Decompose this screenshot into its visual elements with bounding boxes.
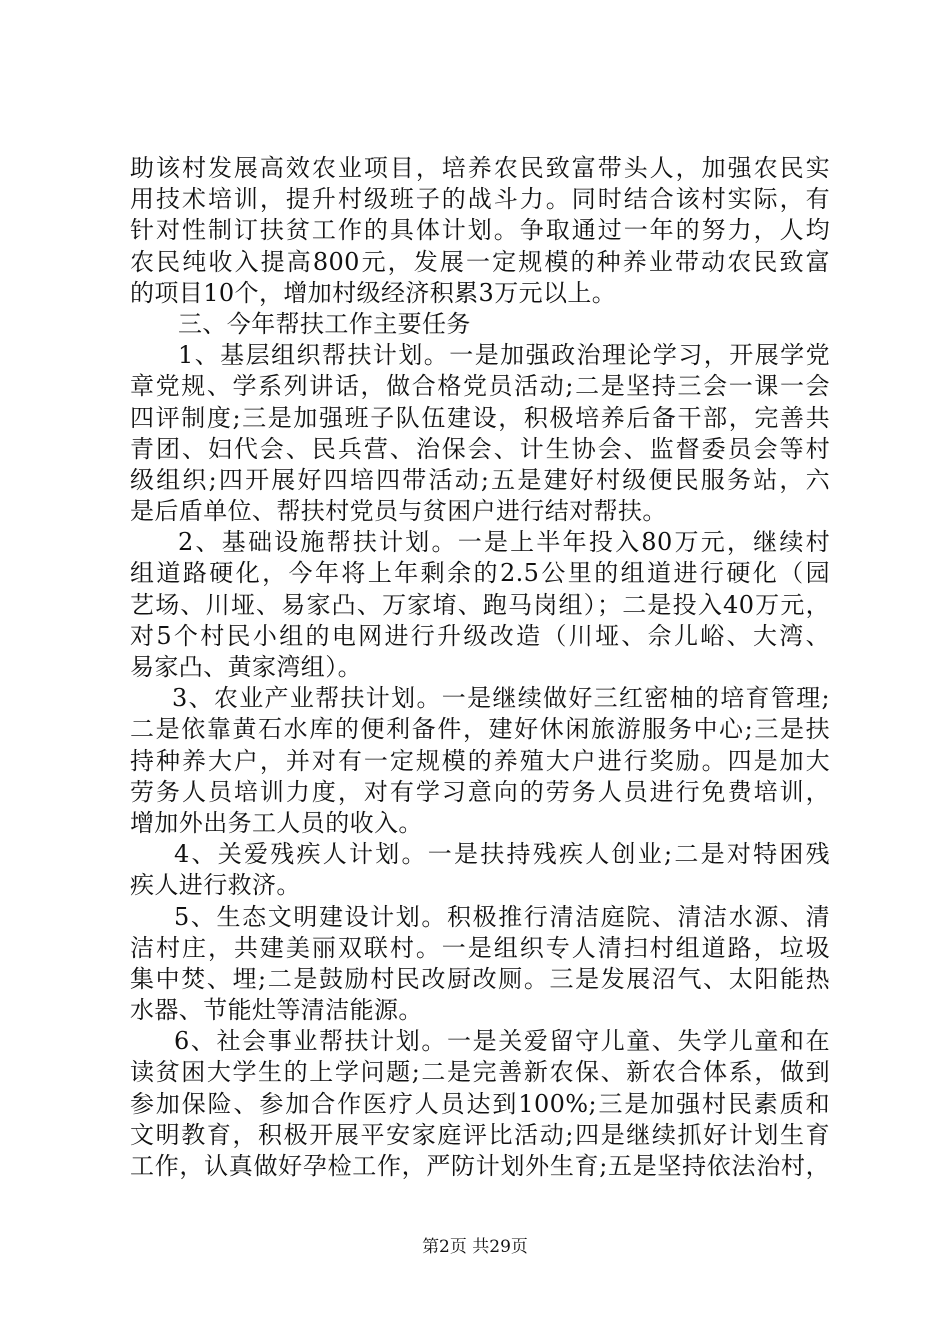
- text-line: 6、社会事业帮扶计划。一是关爱留守儿童、失学儿童和在: [174, 1027, 830, 1056]
- text-line: 劳务人员培训力度，对有学习意向的劳务人员进行免费培训，: [130, 777, 830, 806]
- text-line: 二是依靠黄石水库的便利备件，建好休闲旅游服务中心;三是扶: [130, 715, 830, 744]
- text-line: 四评制度;三是加强班子队伍建设，积极培养后备干部，完善共: [130, 403, 830, 432]
- text-line: 持种养大户，并对有一定规模的养殖大户进行奖励。四是加大: [130, 746, 830, 775]
- text-line: 对5个村民小组的电网进行升级改造（川垭、佘儿峪、大湾、: [130, 621, 830, 650]
- text-line: 用技术培训，提升村级班子的战斗力。同时结合该村实际，有: [130, 185, 830, 214]
- text-line: 农民纯收入提高800元，发展一定规模的种养业带动农民致富: [130, 247, 830, 276]
- text-line: 水器、节能灶等清洁能源。: [130, 996, 423, 1025]
- section-heading: 三、今年帮扶工作主要任务: [178, 309, 471, 338]
- text-line: 青团、妇代会、民兵营、治保会、计生协会、监督委员会等村: [130, 434, 830, 463]
- text-line: 2、基础设施帮扶计划。一是上半年投入80万元，继续村: [178, 528, 830, 557]
- text-line: 4、关爱残疾人计划。一是扶持残疾人创业;二是对特困残: [174, 840, 830, 869]
- text-line: 易家凸、黄家湾组）。: [130, 653, 362, 681]
- text-line: 工作，认真做好孕检工作，严防计划外生育;五是坚持依法治村，: [130, 1152, 830, 1180]
- text-line: 5、生态文明建设计划。积极推行清洁庭院、清洁水源、清: [174, 902, 830, 931]
- text-line: 文明教育，积极开展平安家庭评比活动;四是继续抓好计划生育: [130, 1120, 830, 1149]
- text-line: 助该村发展高效农业项目，培养农民致富带头人，加强农民实: [130, 154, 830, 182]
- text-line: 针对性制订扶贫工作的具体计划。争取通过一年的努力，人均: [130, 216, 830, 245]
- text-line: 3、农业产业帮扶计划。一是继续做好三红密柚的培育管理;: [172, 684, 830, 713]
- body-text: [130, 153, 830, 1182]
- text-line: 艺场、川垭、易家凸、万家堉、跑马岗组）；二是投入40万元，: [130, 590, 830, 619]
- text-line: 的项目10个，增加村级经济积累3万元以上。: [130, 278, 617, 307]
- text-line: 参加保险、参加合作医疗人员达到100%;三是加强村民素质和: [130, 1089, 830, 1118]
- text-line: 是后盾单位、帮扶村党员与贫困户进行结对帮扶。: [130, 497, 667, 526]
- text-line: 组道路硬化，今年将上年剩余的2.5公里的组道进行硬化（园: [130, 559, 830, 588]
- text-line: 洁村庄，共建美丽双联村。一是组织专人清扫村组道路，垃圾: [130, 933, 830, 962]
- text-line: 1、基层组织帮扶计划。一是加强政治理论学习，开展学党: [178, 341, 830, 370]
- text-line: 章党规、学系列讲话，做合格党员活动;二是坚持三会一课一会: [130, 372, 830, 401]
- text-line: 增加外出务工人员的收入。: [130, 808, 423, 837]
- text-line: 疾人进行救济。: [130, 871, 301, 900]
- page-number-footer: 第2页 共29页: [422, 1237, 528, 1257]
- text-line: 级组织;四开展好四培四带活动;五是建好村级便民服务站，六: [130, 465, 830, 494]
- text-line: 读贫困大学生的上学问题;二是完善新农保、新农合体系，做到: [130, 1058, 830, 1087]
- text-line: 集中焚、埋;二是鼓励村民改厨改厕。三是发展沼气、太阳能热: [130, 964, 830, 993]
